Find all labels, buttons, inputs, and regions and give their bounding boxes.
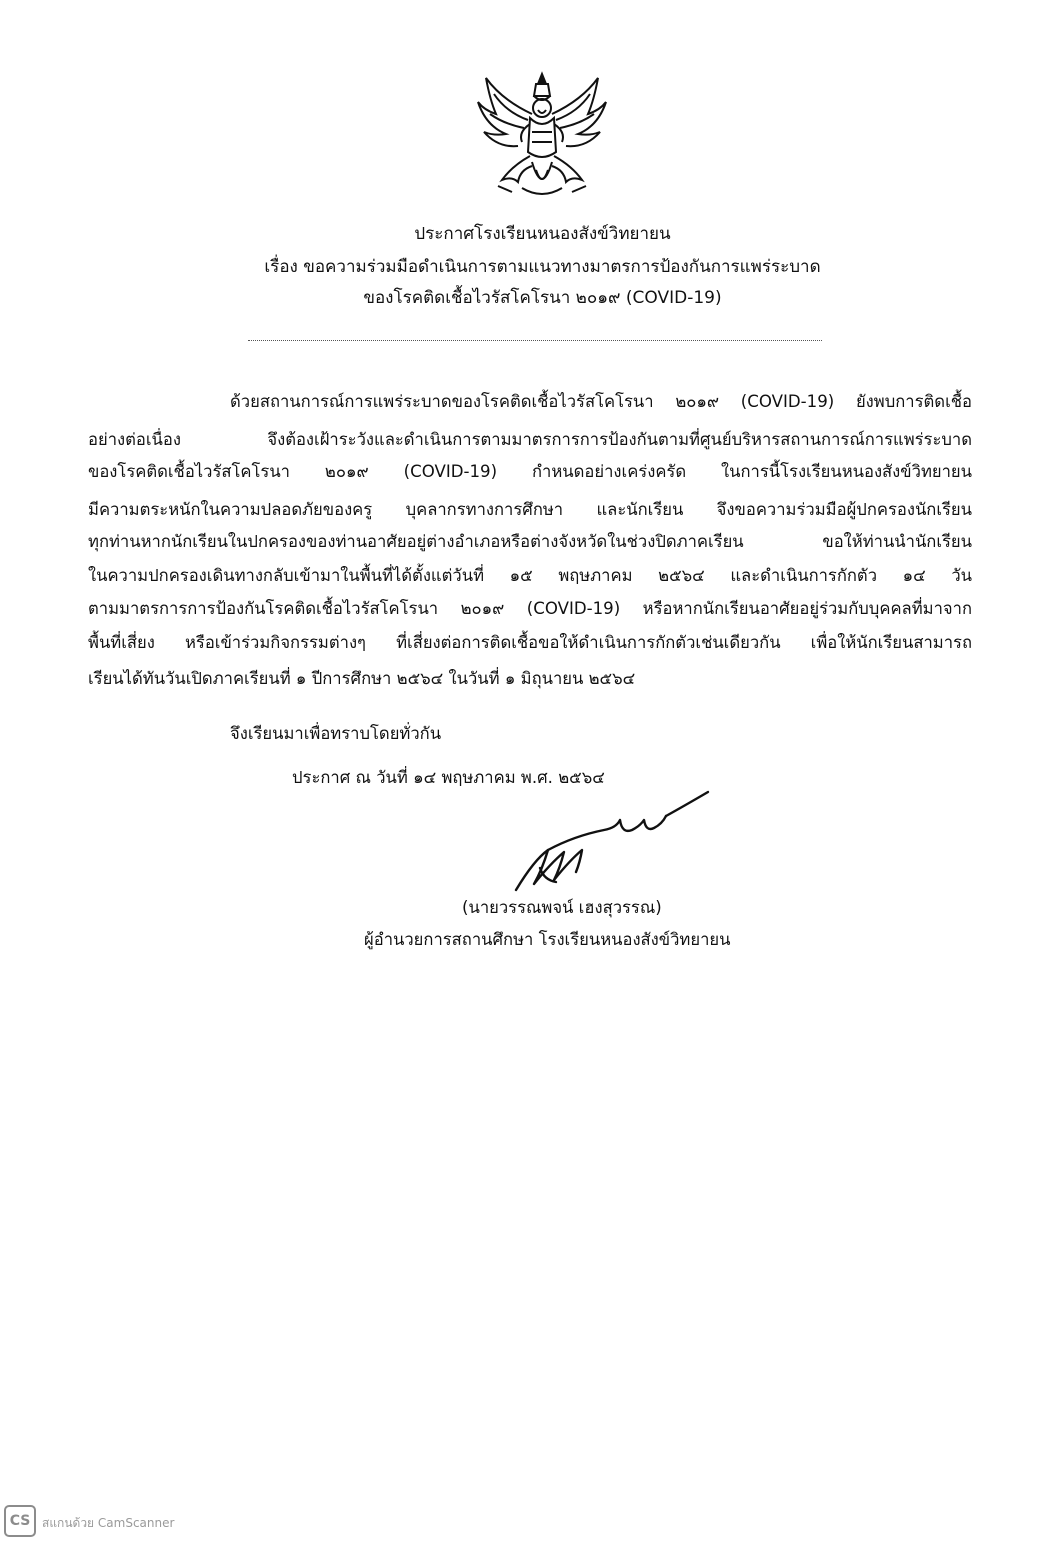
announcement-title: ประกาศโรงเรียนหนองสังข์วิทยายน	[414, 224, 671, 244]
announcement-date: ประกาศ ณ วันที่ ๑๔ พฤษภาคม พ.ศ. ๒๕๖๔	[292, 768, 605, 787]
body-line: พื้นที่เสี่ยง หรือเข้าร่วมกิจกรรมต่างๆ ที่เสี่ยงต่อการติดเชื้อขอให้ดำเนินการกักตัวเช่นเดียวกัน เพื่อให้นักเรียนสามารถ	[88, 633, 972, 652]
announcement-subject: เรื่อง ขอความร่วมมือดำเนินการตามแนวทางมาตรการป้องกันการแพร่ระบาด	[264, 257, 821, 277]
body-line: เรียนได้ทันวันเปิดภาคเรียนที่ ๑ ปีการศึกษา ๒๕๖๔ ในวันที่ ๑ มิถุนายน ๒๕๖๔	[88, 669, 636, 688]
garuda-emblem	[472, 70, 612, 202]
closing-notice: จึงเรียนมาเพื่อทราบโดยทั่วกัน	[230, 724, 442, 743]
body-line: ของโรคติดเชื้อไวรัสโคโรนา ๒๐๑๙ (COVID-19) กำหนดอย่างเคร่งครัด ในการนี้โรงเรียนหนองสังข์วิทยายน	[88, 462, 972, 481]
body-line: ด้วยสถานการณ์การแพร่ระบาดของโรคติดเชื้อไวรัสโคโรนา ๒๐๑๙ (COVID-19) ยังพบการติดเชื้อ	[230, 392, 972, 411]
body-line: ในความปกครองเดินทางกลับเข้ามาในพื้นที่ได้ตั้งแต่วันที่ ๑๕ พฤษภาคม ๒๕๖๔ และดำเนินการกักตัว ๑๔ วัน	[88, 566, 972, 585]
body-line: ทุกท่านหากนักเรียนในปกครองของท่านอาศัยอยู่ต่างอำเภอหรือต่างจังหวัดในช่วงปิดภาคเรียน ขอให้ท่านนำนักเรียน	[88, 532, 972, 551]
signer-name: (นายวรรณพจน์ เฮงสุวรรณ)	[462, 898, 662, 917]
camscanner-watermark: สแกนด้วย CamScanner	[42, 1516, 175, 1530]
body-line: มีความตระหนักในความปลอดภัยของครู บุคลากรทางการศึกษา และนักเรียน จึงขอความร่วมมือผู้ปกครองนักเรียน	[88, 500, 972, 519]
camscanner-logo: CS	[4, 1505, 36, 1537]
signer-title: ผู้อำนวยการสถานศึกษา โรงเรียนหนองสังข์วิทยายน	[364, 930, 731, 949]
announcement-subject-continued: ของโรคติดเชื้อไวรัสโคโรนา ๒๐๑๙ (COVID-19)	[363, 288, 722, 308]
body-line: อย่างต่อเนื่อง จึงต้องเฝ้าระวังและดำเนินการตามมาตรการการป้องกันตามที่ศูนย์บริหารสถานการณ์การแพร่ระบาด	[88, 430, 972, 449]
signature	[504, 780, 734, 900]
dotted-divider	[248, 340, 822, 341]
body-line: ตามมาตรการการป้องกันโรคติดเชื้อไวรัสโคโรนา ๒๐๑๙ (COVID-19) หรือหากนักเรียนอาศัยอยู่ร่วมกับบุคคลที่มาจาก	[88, 599, 972, 618]
